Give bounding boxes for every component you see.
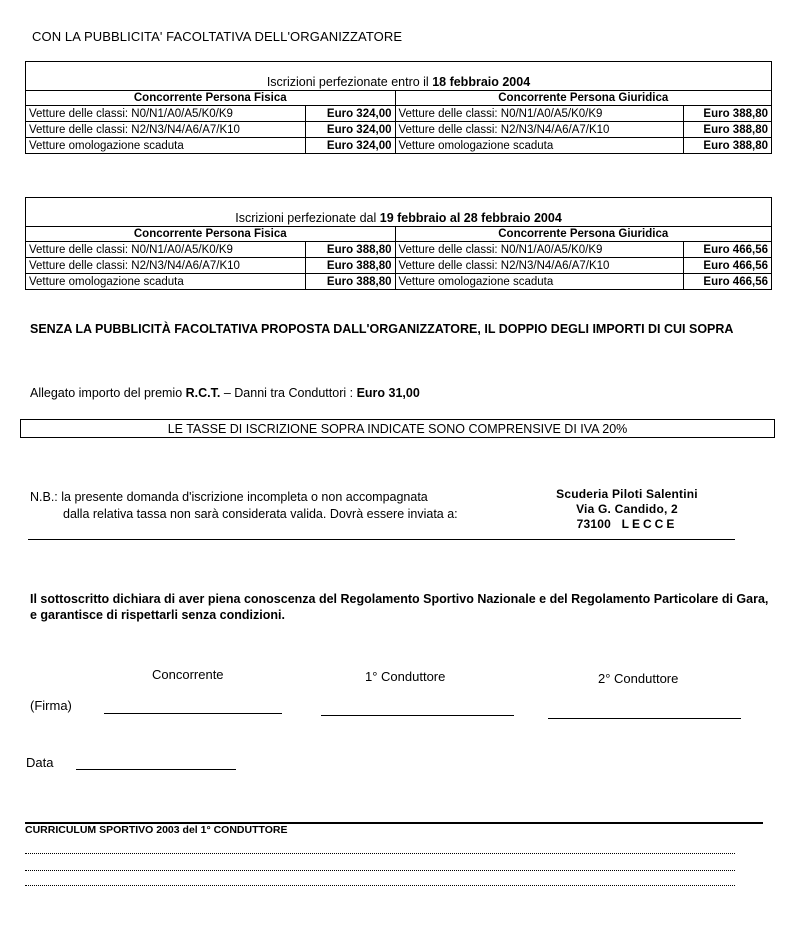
sig-label-concorrente: Concorrente — [152, 667, 224, 682]
row-price: Euro 324,00 — [305, 106, 395, 122]
row-label: Vetture delle classi: N2/N3/N4/A6/A7/K10 — [26, 122, 305, 138]
row-label: Vetture delle classi: N2/N3/N4/A6/A7/K10 — [395, 122, 683, 138]
stamp-city-name: LECCE — [621, 517, 678, 531]
table-row — [26, 106, 771, 122]
row-price: Euro 388,80 — [683, 138, 771, 154]
row-label: Vetture delle classi: N0/N1/A0/A5/K0/K9 — [26, 106, 305, 122]
stamp-street: Via G. Candido, 2 — [576, 502, 678, 516]
tasse-notice: LE TASSE DI ISCRIZIONE SOPRA INDICATE SONO COMPRENSIVE DI IVA 20% — [20, 419, 775, 438]
table-row — [26, 138, 771, 154]
table-row — [26, 242, 771, 258]
date-line[interactable] — [76, 769, 236, 770]
allegato-middle: – Danni tra Conduttori : — [220, 386, 357, 400]
allegato-rct — [30, 386, 420, 400]
declaration-text: Il sottoscritto dichiara di aver piena conoscenza del Regolamento Sportivo Nazionale e del Regolamento Particolare di Gara, e garantisce di rispettarli senza condizioni. — [30, 592, 769, 622]
fee-grid — [26, 91, 771, 153]
period-heading — [26, 198, 771, 227]
row-price: Euro 388,80 — [683, 106, 771, 122]
fee-grid — [26, 227, 771, 289]
row-label: Vetture omologazione scaduta — [395, 274, 683, 290]
row-label: Vetture delle classi: N0/N1/A0/A5/K0/K9 — [26, 242, 305, 258]
row-price: Euro 388,80 — [305, 258, 395, 274]
stamp-postcode: 73100 — [576, 517, 612, 531]
curriculum-line-2[interactable] — [25, 870, 735, 871]
col-header-persona-giuridica: Concorrente Persona Giuridica — [395, 91, 771, 106]
row-price: Euro 466,56 — [683, 274, 771, 290]
row-label: Vetture delle classi: N2/N3/N4/A6/A7/K10 — [26, 258, 305, 274]
col-header-persona-fisica: Concorrente Persona Fisica — [26, 227, 395, 242]
allegato-prefix: Allegato importo del premio — [30, 386, 186, 400]
stamp-city — [527, 517, 727, 532]
divider — [28, 539, 735, 540]
fee-table-late — [25, 197, 772, 290]
row-price: Euro 324,00 — [305, 138, 395, 154]
row-label: Vetture omologazione scaduta — [26, 274, 305, 290]
table-row — [26, 122, 771, 138]
signature-line-conduttore-2[interactable] — [548, 718, 741, 719]
row-label: Vetture delle classi: N0/N1/A0/A5/K0/K9 — [395, 242, 683, 258]
period-prefix: Iscrizioni perfezionate entro il — [266, 75, 433, 89]
row-price: Euro 466,56 — [683, 242, 771, 258]
row-label: Vetture delle classi: N2/N3/N4/A6/A7/K10 — [395, 258, 683, 274]
curriculum-title: CURRICULUM SPORTIVO 2003 del 1° CONDUTTORE — [25, 824, 288, 836]
page-header: CON LA PUBBLICITA' FACOLTATIVA DELL'ORGANIZZATORE — [32, 29, 403, 44]
row-label: Vetture delle classi: N0/N1/A0/A5/K0/K9 — [395, 106, 683, 122]
nb-note — [30, 489, 458, 523]
row-price: Euro 324,00 — [305, 122, 395, 138]
fee-table-early — [25, 61, 772, 154]
period-date: 18 febbraio 2004 — [432, 75, 531, 89]
signature-line-conduttore-1[interactable] — [321, 715, 514, 716]
curriculum-line-1[interactable] — [25, 853, 735, 854]
nb-line-2: dalla relativa tassa non sarà considerata valida. Dovrà essere inviata a: — [63, 507, 458, 521]
row-label: Vetture omologazione scaduta — [395, 138, 683, 154]
senza-pubblicita-note: SENZA LA PUBBLICITÀ FACOLTATIVA PROPOSTA DALL'ORGANIZZATORE, IL DOPPIO DEGLI IMPORTI DI CUI SOPRA — [30, 322, 734, 336]
row-label: Vetture omologazione scaduta — [26, 138, 305, 154]
table-row — [26, 258, 771, 274]
col-header-persona-fisica: Concorrente Persona Fisica — [26, 91, 395, 106]
sig-label-conduttore-1: 1° Conduttore — [365, 669, 446, 684]
period-heading — [26, 62, 771, 91]
table-row — [26, 274, 771, 290]
col-header-persona-giuridica: Concorrente Persona Giuridica — [395, 227, 771, 242]
allegato-rct-label: R.C.T. — [185, 386, 221, 400]
row-price: Euro 466,56 — [683, 258, 771, 274]
data-label: Data — [26, 755, 54, 770]
sig-label-conduttore-2: 2° Conduttore — [598, 671, 679, 686]
row-price: Euro 388,80 — [305, 274, 395, 290]
allegato-amount: Euro 31,00 — [356, 386, 420, 400]
period-date: 19 febbraio al 28 febbraio 2004 — [379, 211, 562, 225]
firma-label: (Firma) — [30, 698, 72, 713]
column-headers — [26, 91, 771, 106]
column-headers — [26, 227, 771, 242]
curriculum-line-3[interactable] — [25, 885, 735, 886]
row-price: Euro 388,80 — [683, 122, 771, 138]
row-price: Euro 388,80 — [305, 242, 395, 258]
signature-line-concorrente[interactable] — [104, 713, 282, 714]
period-prefix: Iscrizioni perfezionate dal — [235, 211, 380, 225]
address-stamp — [527, 487, 727, 532]
stamp-name: Scuderia Piloti Salentini — [556, 487, 698, 501]
nb-line-1: N.B.: la presente domanda d'iscrizione incompleta o non accompagnata — [30, 490, 428, 504]
